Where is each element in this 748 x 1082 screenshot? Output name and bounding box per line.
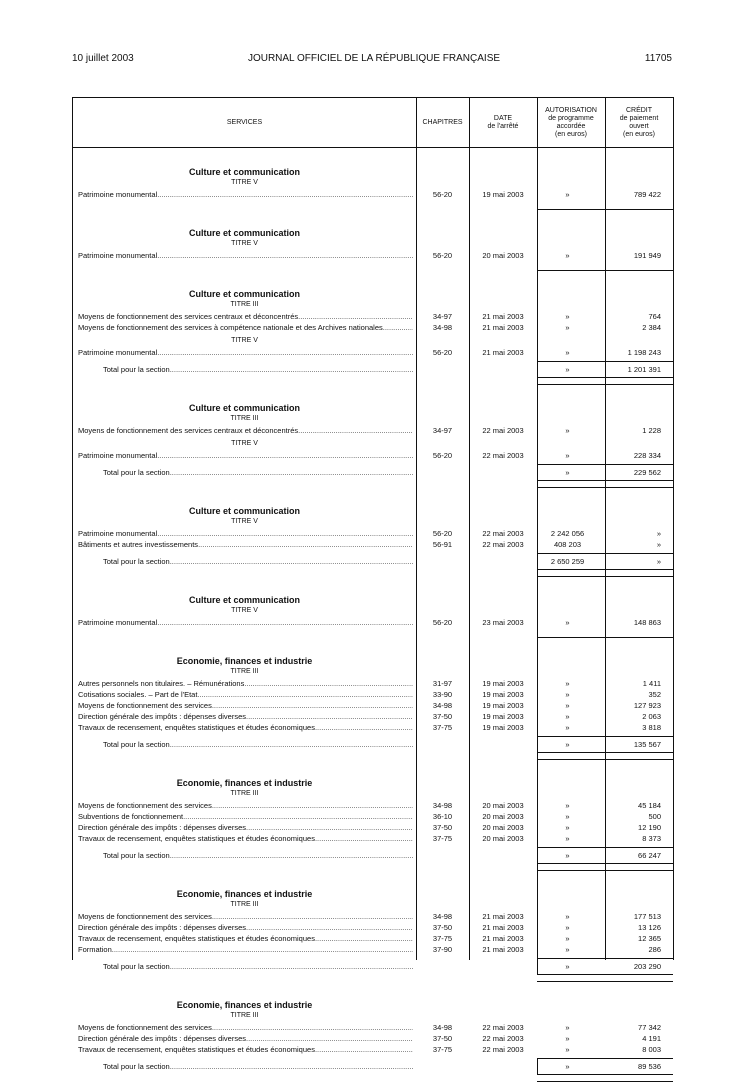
table-row (73, 822, 673, 833)
credit-cell: » (656, 540, 661, 549)
ministry-title: Culture et communication (188, 228, 300, 238)
credit-cell: 77 342 (638, 1023, 661, 1032)
table-row (73, 617, 673, 628)
service-label (78, 911, 413, 922)
service-label (78, 811, 413, 822)
titre-label: TITRE V (231, 179, 258, 186)
table-row (73, 322, 673, 333)
credit-cell: 12 365 (638, 934, 661, 943)
credit-cell: 500 (648, 812, 661, 821)
header-services-label: SERVICES (226, 118, 263, 126)
label-text: Moyens de fonctionnement des services centraux et déconcentrés (78, 426, 299, 435)
service-label (78, 425, 413, 436)
table-row (73, 189, 673, 200)
page-date: 10 juillet 2003 (72, 53, 134, 64)
label-text: Total pour la section (103, 1062, 170, 1071)
autorisation-cell: » (565, 190, 570, 199)
chapitre-cell: 56-20 (432, 348, 453, 357)
autorisation-cell: » (565, 823, 570, 832)
autorisation-cell: » (565, 962, 570, 971)
total-box (537, 958, 673, 975)
credit-cell: 8 003 (642, 1045, 661, 1054)
header-credit-line: de paiement (619, 114, 659, 122)
autorisation-cell: » (565, 618, 570, 627)
label-text: Patrimoine monumental (78, 618, 158, 627)
service-label (78, 347, 413, 358)
credit-cell: » (656, 557, 661, 566)
service-label (78, 1022, 413, 1033)
autorisation-cell: » (565, 923, 570, 932)
ministry-title: Economie, finances et industrie (176, 656, 313, 666)
autorisation-cell: » (565, 740, 570, 749)
titre-label: TITRE V (231, 337, 258, 344)
autorisation-cell: 2 242 056 (550, 529, 585, 538)
credits-table (72, 97, 674, 1071)
chapitre-cell: 34-98 (432, 323, 453, 332)
autorisation-cell: » (565, 251, 570, 260)
ministry-title: Culture et communication (188, 506, 300, 516)
autorisation-cell: » (565, 1034, 570, 1043)
credit-cell: 13 126 (638, 923, 661, 932)
credit-cell: 1 228 (642, 426, 661, 435)
autorisation-cell: » (565, 945, 570, 954)
label-text: Moyens de fonctionnement des services (78, 912, 212, 921)
header-chapitres (416, 98, 469, 147)
autorisation-cell: » (565, 323, 570, 332)
total-label (103, 467, 413, 478)
total-label (103, 1061, 413, 1072)
chapitre-cell: 36-10 (432, 812, 453, 821)
service-label (78, 944, 413, 955)
label-text: Subventions de fonctionnement (78, 812, 184, 821)
chapitre-cell: 56-20 (432, 251, 453, 260)
label-text: Moyens de fonctionnement des services (78, 1023, 212, 1032)
autorisation-cell: » (565, 1023, 570, 1032)
total-label (103, 961, 413, 972)
chapitre-cell: 37-50 (432, 1034, 453, 1043)
header-services (73, 98, 416, 147)
date-cell: 19 mai 2003 (482, 690, 524, 699)
table-row (73, 933, 673, 944)
table-row (73, 347, 673, 358)
label-text: Travaux de recensement, enquêtes statistiques et études économiques (78, 723, 315, 732)
chapitre-cell: 34-98 (432, 912, 453, 921)
table-row (73, 711, 673, 722)
autorisation-cell: » (565, 365, 570, 374)
ministry-section (73, 385, 673, 488)
service-label (78, 922, 413, 933)
header-credit-line: (en euros) (623, 130, 655, 138)
autorisation-cell: » (565, 723, 570, 732)
ministry-title: Economie, finances et industrie (176, 1000, 313, 1010)
credit-cell: 135 567 (633, 740, 661, 749)
chapitre-cell: 37-50 (432, 712, 453, 721)
credit-cell: » (656, 529, 661, 538)
date-cell: 19 mai 2003 (482, 723, 524, 732)
table-row (73, 311, 673, 322)
label-text: Travaux de recensement, enquêtes statistiques et études économiques (78, 834, 315, 843)
chapitre-cell: 56-20 (432, 451, 453, 460)
ministry-section (73, 210, 673, 271)
total-box (537, 736, 673, 753)
service-label (78, 700, 413, 711)
date-cell: 21 mai 2003 (482, 934, 524, 943)
header-date (469, 98, 537, 147)
service-label (78, 800, 413, 811)
credit-cell: 127 923 (633, 701, 661, 710)
service-label (78, 528, 413, 539)
table-row (73, 811, 673, 822)
chapitre-cell: 34-97 (432, 312, 453, 321)
chapitre-cell: 34-98 (432, 801, 453, 810)
credit-cell: 1 411 (642, 679, 661, 688)
autorisation-cell: » (565, 934, 570, 943)
ministry-section (73, 638, 673, 760)
header-autorisation-line: accordée (556, 122, 586, 130)
label-text: Direction générale des impôts : dépenses diverses (78, 1034, 247, 1043)
date-cell: 22 mai 2003 (482, 1045, 524, 1054)
autorisation-cell: 408 203 (553, 540, 582, 549)
service-label (78, 322, 413, 333)
table-row (73, 922, 673, 933)
service-label (78, 1044, 413, 1055)
date-cell: 20 mai 2003 (482, 823, 524, 832)
table-row (73, 250, 673, 261)
header-autorisation-line: (en euros) (555, 130, 587, 138)
credit-cell: 286 (648, 945, 661, 954)
date-cell: 20 mai 2003 (482, 801, 524, 810)
date-cell: 22 mai 2003 (482, 529, 524, 538)
ministry-title: Culture et communication (188, 167, 300, 177)
label-text: Cotisations sociales. – Part de l'Etat (78, 690, 198, 699)
total-box (537, 553, 673, 570)
service-label (78, 189, 413, 200)
total-box (537, 847, 673, 864)
header-autorisation (537, 98, 605, 147)
titre-label: TITRE V (231, 240, 258, 247)
label-text: Autres personnels non titulaires. – Rémunérations (78, 679, 245, 688)
chapitre-cell: 34-98 (432, 701, 453, 710)
label-text: Total pour la section (103, 365, 170, 374)
chapitre-cell: 37-75 (432, 1045, 453, 1054)
autorisation-cell: » (565, 690, 570, 699)
ministry-title: Economie, finances et industrie (176, 778, 313, 788)
chapitre-cell: 33-90 (432, 690, 453, 699)
total-box (537, 361, 673, 378)
credit-cell: 89 536 (638, 1062, 661, 1071)
chapitre-cell: 37-75 (432, 723, 453, 732)
total-label (103, 556, 413, 567)
service-label (78, 678, 413, 689)
titre-label: TITRE V (231, 440, 258, 447)
header-date-line: DATE (493, 114, 513, 122)
table-row (73, 1033, 673, 1044)
chapitre-cell: 34-97 (432, 426, 453, 435)
label-text: Travaux de recensement, enquêtes statistiques et études économiques (78, 934, 315, 943)
label-text: Travaux de recensement, enquêtes statistiques et études économiques (78, 1045, 315, 1054)
titre-label: TITRE III (230, 301, 259, 308)
service-label (78, 689, 413, 700)
autorisation-cell: » (565, 348, 570, 357)
date-cell: 20 mai 2003 (482, 812, 524, 821)
credit-cell: 1 201 391 (627, 365, 661, 374)
ministry-title: Culture et communication (188, 595, 300, 605)
date-cell: 21 mai 2003 (482, 923, 524, 932)
chapitre-cell: 56-20 (432, 190, 453, 199)
autorisation-cell: » (565, 1045, 570, 1054)
chapitre-cell: 37-50 (432, 823, 453, 832)
label-text: Total pour la section (103, 962, 170, 971)
label-text: Direction générale des impôts : dépenses diverses (78, 712, 247, 721)
label-text: Total pour la section (103, 557, 170, 566)
date-cell: 22 mai 2003 (482, 451, 524, 460)
label-text: Moyens de fonctionnement des services (78, 701, 212, 710)
service-label (78, 833, 413, 844)
label-text: Patrimoine monumental (78, 190, 158, 199)
date-cell: 20 mai 2003 (482, 834, 524, 843)
service-label (78, 617, 413, 628)
autorisation-cell: » (565, 426, 570, 435)
service-label (78, 539, 413, 550)
date-cell: 20 mai 2003 (482, 251, 524, 260)
titre-label: TITRE III (230, 415, 259, 422)
ministry-section (73, 149, 673, 210)
header-autorisation-line: de programme (548, 114, 594, 122)
table-row (73, 1044, 673, 1055)
label-text: Total pour la section (103, 740, 170, 749)
chapitre-cell: 37-75 (432, 834, 453, 843)
table-row (73, 539, 673, 550)
table-row (73, 678, 673, 689)
table-body (73, 149, 673, 1071)
label-text: Total pour la section (103, 468, 170, 477)
autorisation-cell: » (565, 851, 570, 860)
credit-cell: 177 513 (633, 912, 661, 921)
credit-cell: 45 184 (638, 801, 661, 810)
label-text: Bâtiments et autres investissements (78, 540, 199, 549)
date-cell: 23 mai 2003 (482, 618, 524, 627)
autorisation-cell: » (565, 679, 570, 688)
date-cell: 21 mai 2003 (482, 912, 524, 921)
ministry-section (73, 982, 673, 1082)
date-cell: 19 mai 2003 (482, 712, 524, 721)
total-box (537, 1058, 673, 1075)
table-row (73, 944, 673, 955)
label-text: Patrimoine monumental (78, 451, 158, 460)
credit-cell: 148 863 (633, 618, 661, 627)
table-row (73, 800, 673, 811)
service-label (78, 722, 413, 733)
total-label (103, 364, 413, 375)
chapitre-cell: 37-75 (432, 934, 453, 943)
autorisation-cell: 2 650 259 (550, 557, 585, 566)
label-text: Direction générale des impôts : dépenses diverses (78, 823, 247, 832)
chapitre-cell: 37-90 (432, 945, 453, 954)
date-cell: 22 mai 2003 (482, 1023, 524, 1032)
label-text: Total pour la section (103, 851, 170, 860)
chapitre-cell: 31-97 (432, 679, 453, 688)
ministry-section (73, 760, 673, 871)
date-cell: 21 mai 2003 (482, 312, 524, 321)
header-credit (605, 98, 673, 147)
table-row (73, 700, 673, 711)
journal-title: JOURNAL OFFICIEL DE LA RÉPUBLIQUE FRANÇAISE (247, 53, 501, 64)
credit-cell: 2 384 (642, 323, 661, 332)
autorisation-cell: » (565, 812, 570, 821)
label-text: Patrimoine monumental (78, 348, 158, 357)
table-row (73, 689, 673, 700)
credit-cell: 229 562 (633, 468, 661, 477)
label-text: Moyens de fonctionnement des services centraux et déconcentrés (78, 312, 299, 321)
ministry-section (73, 871, 673, 982)
ministry-section (73, 271, 673, 385)
header-rule (73, 147, 673, 148)
page-number: 11705 (644, 53, 672, 64)
autorisation-cell: » (565, 451, 570, 460)
table-row (73, 911, 673, 922)
table-row (73, 1022, 673, 1033)
label-text: Direction générale des impôts : dépenses diverses (78, 923, 247, 932)
titre-label: TITRE V (231, 607, 258, 614)
date-cell: 22 mai 2003 (482, 540, 524, 549)
table-row (73, 450, 673, 461)
label-text: Moyens de fonctionnement des services à compétence nationale et des Archives nationales (78, 323, 383, 332)
chapitre-cell: 56-91 (432, 540, 453, 549)
table-row (73, 528, 673, 539)
label-text: Patrimoine monumental (78, 251, 158, 260)
credit-cell: 191 949 (633, 251, 661, 260)
chapitre-cell: 56-20 (432, 618, 453, 627)
autorisation-cell: » (565, 912, 570, 921)
titre-label: TITRE III (230, 790, 259, 797)
label-text: Patrimoine monumental (78, 529, 158, 538)
ministry-title: Culture et communication (188, 403, 300, 413)
header-chapitres-label: CHAPITRES (422, 118, 463, 126)
chapitre-cell: 34-98 (432, 1023, 453, 1032)
ministry-title: Culture et communication (188, 289, 300, 299)
label-text: Moyens de fonctionnement des services (78, 801, 212, 810)
autorisation-cell: » (565, 834, 570, 843)
label-text: Formation (78, 945, 112, 954)
credit-cell: 2 063 (642, 712, 661, 721)
autorisation-cell: » (565, 701, 570, 710)
titre-label: TITRE III (230, 1012, 259, 1019)
date-cell: 19 mai 2003 (482, 679, 524, 688)
date-cell: 22 mai 2003 (482, 426, 524, 435)
chapitre-cell: 56-20 (432, 529, 453, 538)
credit-cell: 8 373 (642, 834, 661, 843)
credit-cell: 228 334 (633, 451, 661, 460)
credit-cell: 203 290 (633, 962, 661, 971)
service-label (78, 450, 413, 461)
chapitre-cell: 37-50 (432, 923, 453, 932)
ministry-section (73, 577, 673, 638)
autorisation-cell: » (565, 1062, 570, 1071)
total-label (103, 850, 413, 861)
credit-cell: 352 (648, 690, 661, 699)
header-credit-line: CRÉDIT (625, 106, 653, 114)
header-autorisation-line: AUTORISATION (545, 106, 597, 114)
service-label (78, 822, 413, 833)
date-cell: 21 mai 2003 (482, 348, 524, 357)
ministry-section (73, 488, 673, 577)
date-cell: 21 mai 2003 (482, 323, 524, 332)
table-row (73, 722, 673, 733)
table-row (73, 425, 673, 436)
service-label (78, 711, 413, 722)
service-label (78, 250, 413, 261)
ministry-title: Economie, finances et industrie (176, 889, 313, 899)
autorisation-cell: » (565, 801, 570, 810)
credit-cell: 12 190 (638, 823, 661, 832)
autorisation-cell: » (565, 712, 570, 721)
service-label (78, 933, 413, 944)
header-date-line: de l'arrêté (487, 122, 519, 130)
header-credit-line: ouvert (629, 122, 649, 130)
credit-cell: 3 818 (642, 723, 661, 732)
titre-label: TITRE III (230, 668, 259, 675)
date-cell: 19 mai 2003 (482, 701, 524, 710)
table-row (73, 833, 673, 844)
credit-cell: 764 (648, 312, 661, 321)
total-label (103, 739, 413, 750)
date-cell: 22 mai 2003 (482, 1034, 524, 1043)
credit-cell: 4 191 (642, 1034, 661, 1043)
service-label (78, 311, 413, 322)
autorisation-cell: » (565, 312, 570, 321)
date-cell: 19 mai 2003 (482, 190, 524, 199)
credit-cell: 66 247 (638, 851, 661, 860)
credit-cell: 789 422 (633, 190, 661, 199)
titre-label: TITRE V (231, 518, 258, 525)
titre-label: TITRE III (230, 901, 259, 908)
total-box (537, 464, 673, 481)
service-label (78, 1033, 413, 1044)
credit-cell: 1 198 243 (627, 348, 661, 357)
date-cell: 21 mai 2003 (482, 945, 524, 954)
autorisation-cell: » (565, 468, 570, 477)
